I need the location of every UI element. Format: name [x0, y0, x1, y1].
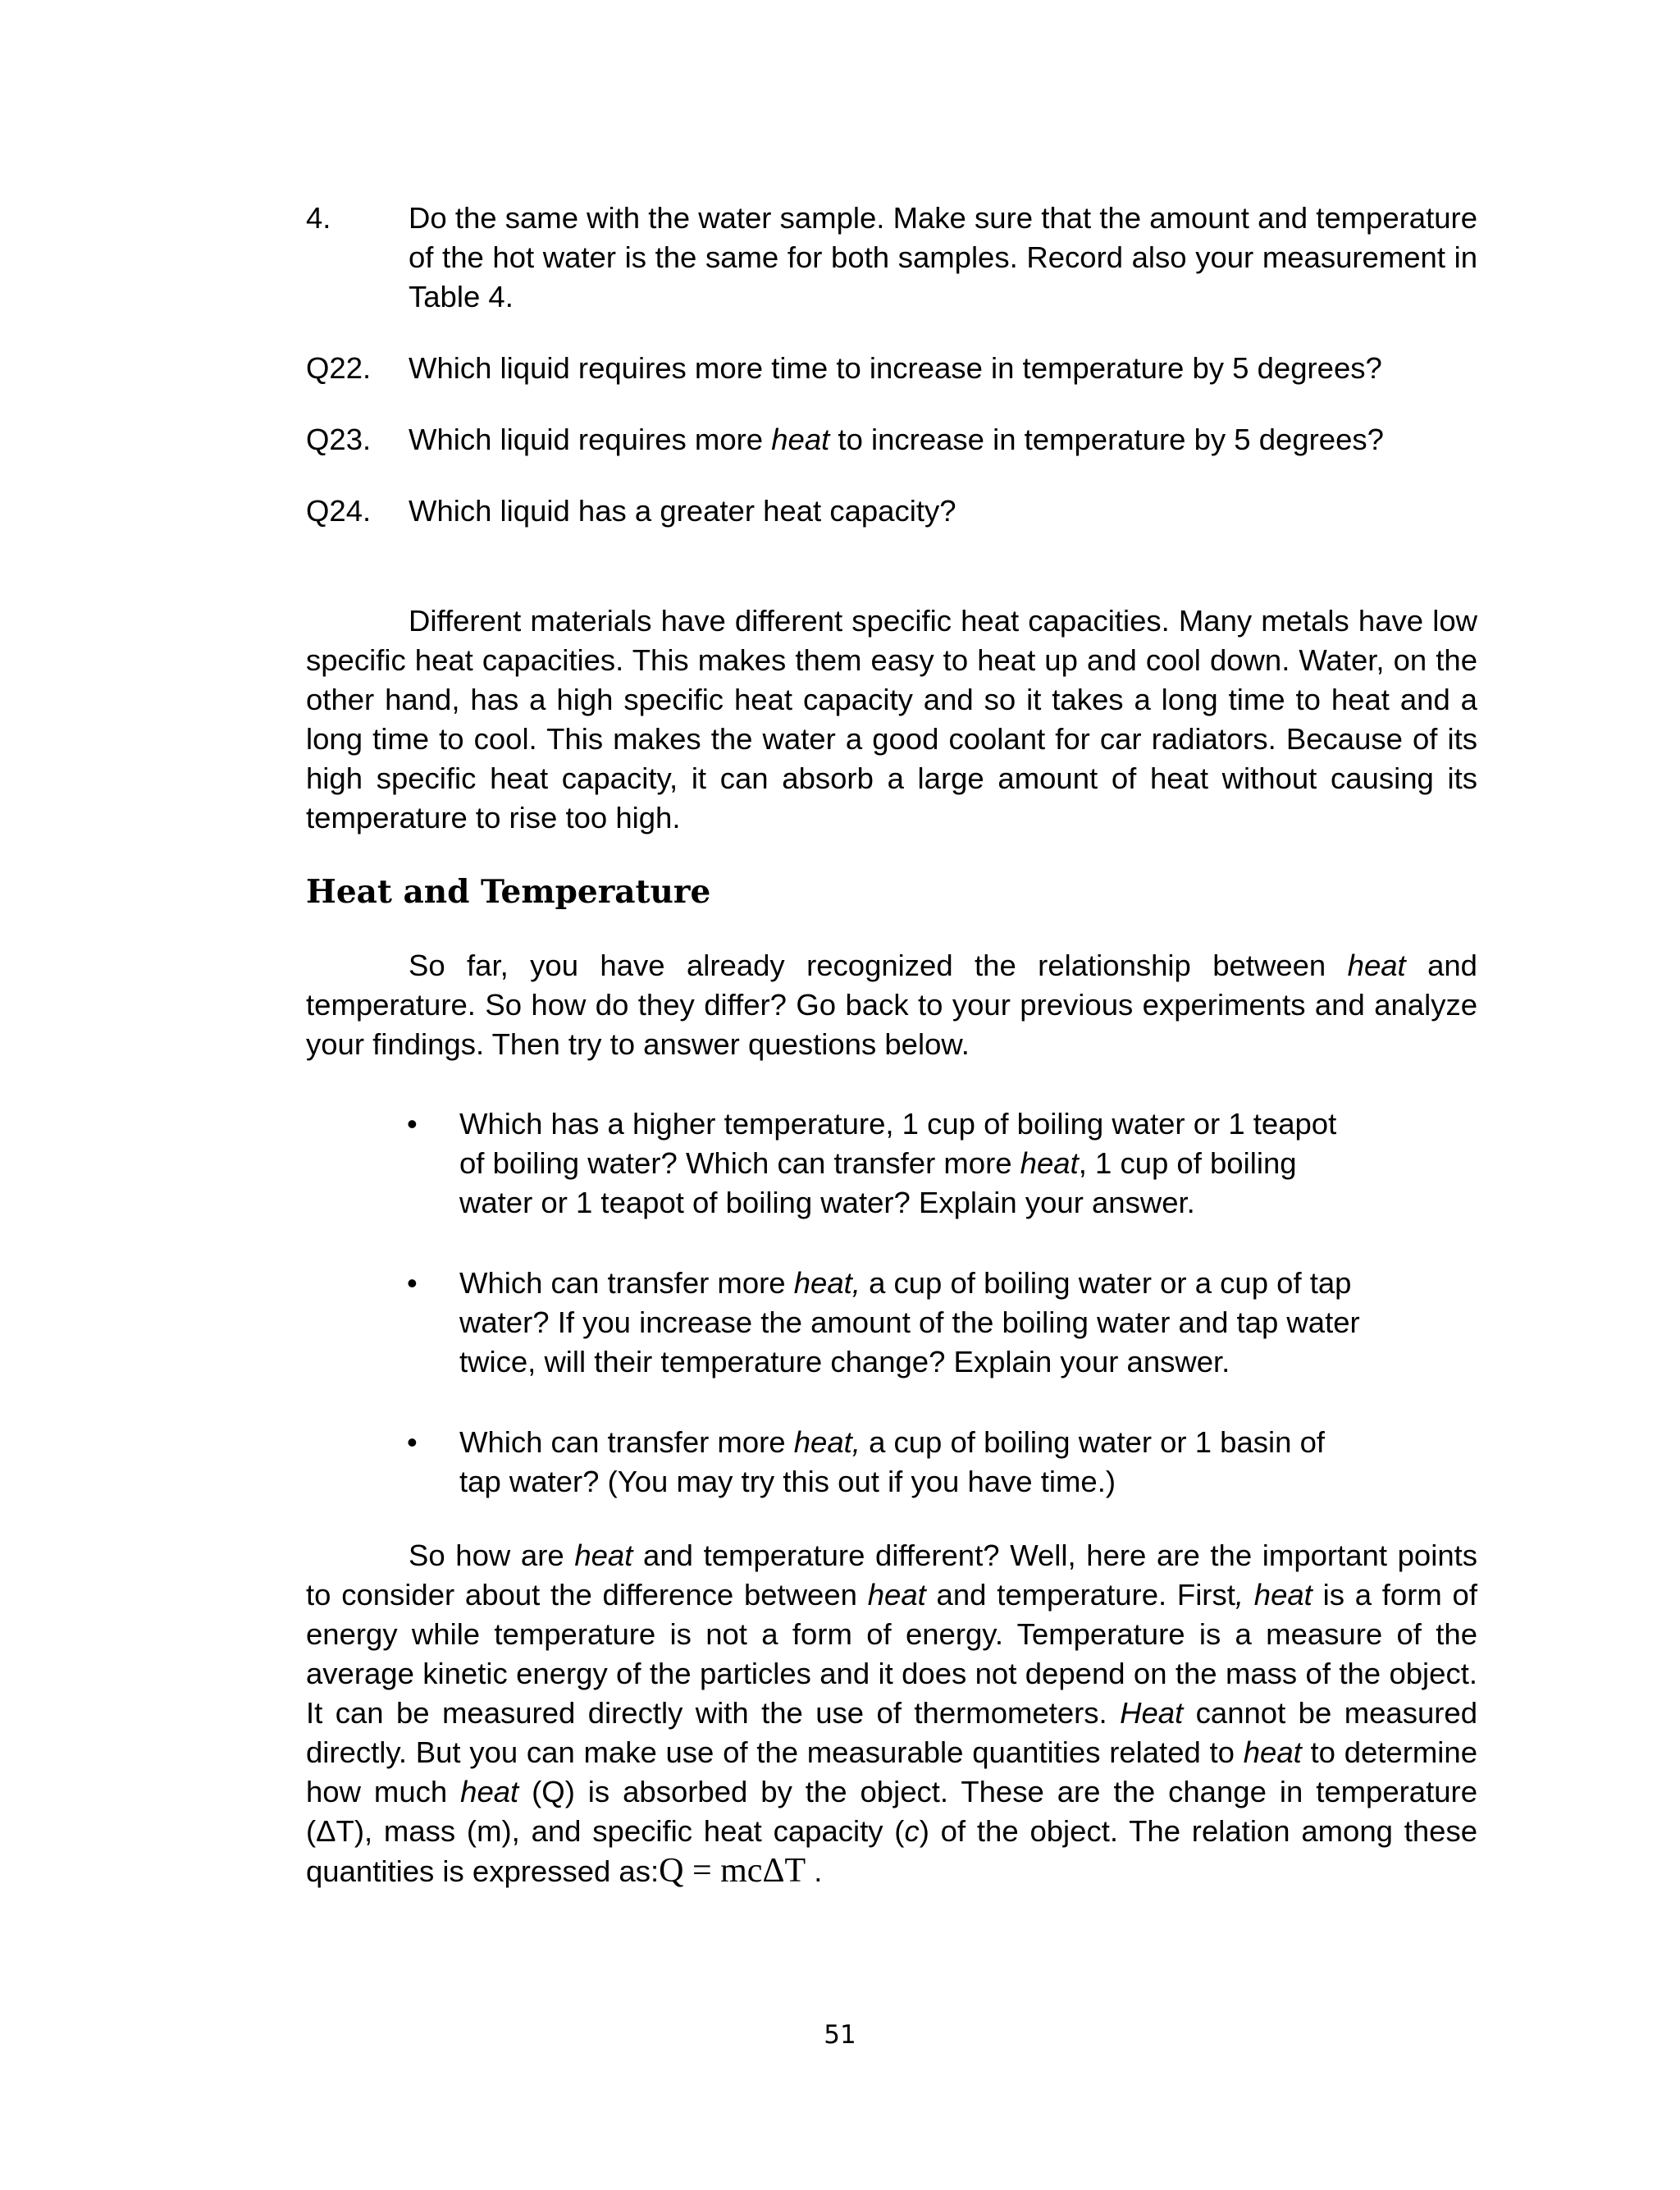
step-number: 4.	[306, 201, 331, 235]
closing-paragraph: So how are heat and temperature different? Well, here are the important points to consider about the difference between heat and temperature. First, heat is a form of energy while temperature is not a form of energy. Temperature is a measure of the average kinetic energy of the particles and it does not depend on the mass of the object. It can be measured directly with the use of thermometers. Heat cannot be measured directly. But you can make use of the measurable quantities related to heat to determine how much heat (Q) is absorbed by the object. These are the change in temperature (ΔT), mass (m), and specific heat capacity (c) of the object. The relation among these quantities is expressed as:Q = mcΔT .	[306, 1538, 1478, 1890]
intro-paragraph: So far, you have already recognized the relationship between heat and temperature. So how do they differ? Go back to your previous experiments and analyze your findings. Then try to answer questions below.	[306, 949, 1477, 1061]
step-text: Do the same with the water sample. Make sure that the amount and temperature of the hot water is the same for both samples. Record also your measurement in Table 4.	[409, 201, 1477, 313]
question-q24	[306, 491, 1477, 531]
heat-formula: Q = mcΔT	[659, 1852, 806, 1890]
question-text: Which liquid requires more time to increase in temperature by 5 degrees?	[409, 351, 1382, 385]
question-number: Q23.	[306, 423, 372, 456]
bullet-item: • Which can transfer more heat, a cup of boiling water or 1 basin of tap water? (You may try this out if you have time.)	[306, 1423, 1362, 1502]
specific-heat-paragraph: Different materials have different specific heat capacities. Many metals have low specific heat capacities. This makes them easy to heat up and cool down. Water, on the other hand, has a high specific heat capacity and so it takes a long time to heat and a long time to cool. This makes the water a good coolant for car radiators. Because of its high specific heat capacity, it can absorb a large amount of heat without causing its temperature to rise too high.	[306, 604, 1477, 834]
question-bullet-list	[306, 1104, 1477, 1502]
bullet-item: • Which has a higher temperature, 1 cup of boiling water or 1 teapot of boiling water? Which can transfer more heat, 1 cup of boiling water or 1 teapot of boiling water? Explain your answer.	[306, 1104, 1362, 1223]
italic-term: heat	[1020, 1146, 1079, 1180]
section-heading: Heat and Temperature	[306, 873, 711, 911]
italic-term: heat	[771, 423, 830, 456]
italic-term: heat,	[793, 1266, 861, 1300]
bullet-item: • Which can transfer more heat, a cup of boiling water or a cup of tap water? If you increase the amount of the boiling water and tap water twice, will their temperature change? Explain your answer.	[306, 1264, 1362, 1382]
page-number: 51	[824, 2020, 856, 2050]
procedure-step-4	[306, 199, 1477, 317]
page-content	[306, 199, 1477, 1891]
question-text: Which liquid requires more heat to increase in temperature by 5 degrees?	[409, 423, 1384, 456]
question-q23	[306, 420, 1477, 459]
question-number: Q24.	[306, 494, 372, 528]
question-number: Q22.	[306, 351, 372, 385]
question-q22	[306, 349, 1477, 388]
italic-term: heat	[1347, 949, 1406, 982]
question-text: Which liquid has a greater heat capacity?	[409, 494, 956, 528]
italic-term: heat,	[793, 1425, 861, 1459]
